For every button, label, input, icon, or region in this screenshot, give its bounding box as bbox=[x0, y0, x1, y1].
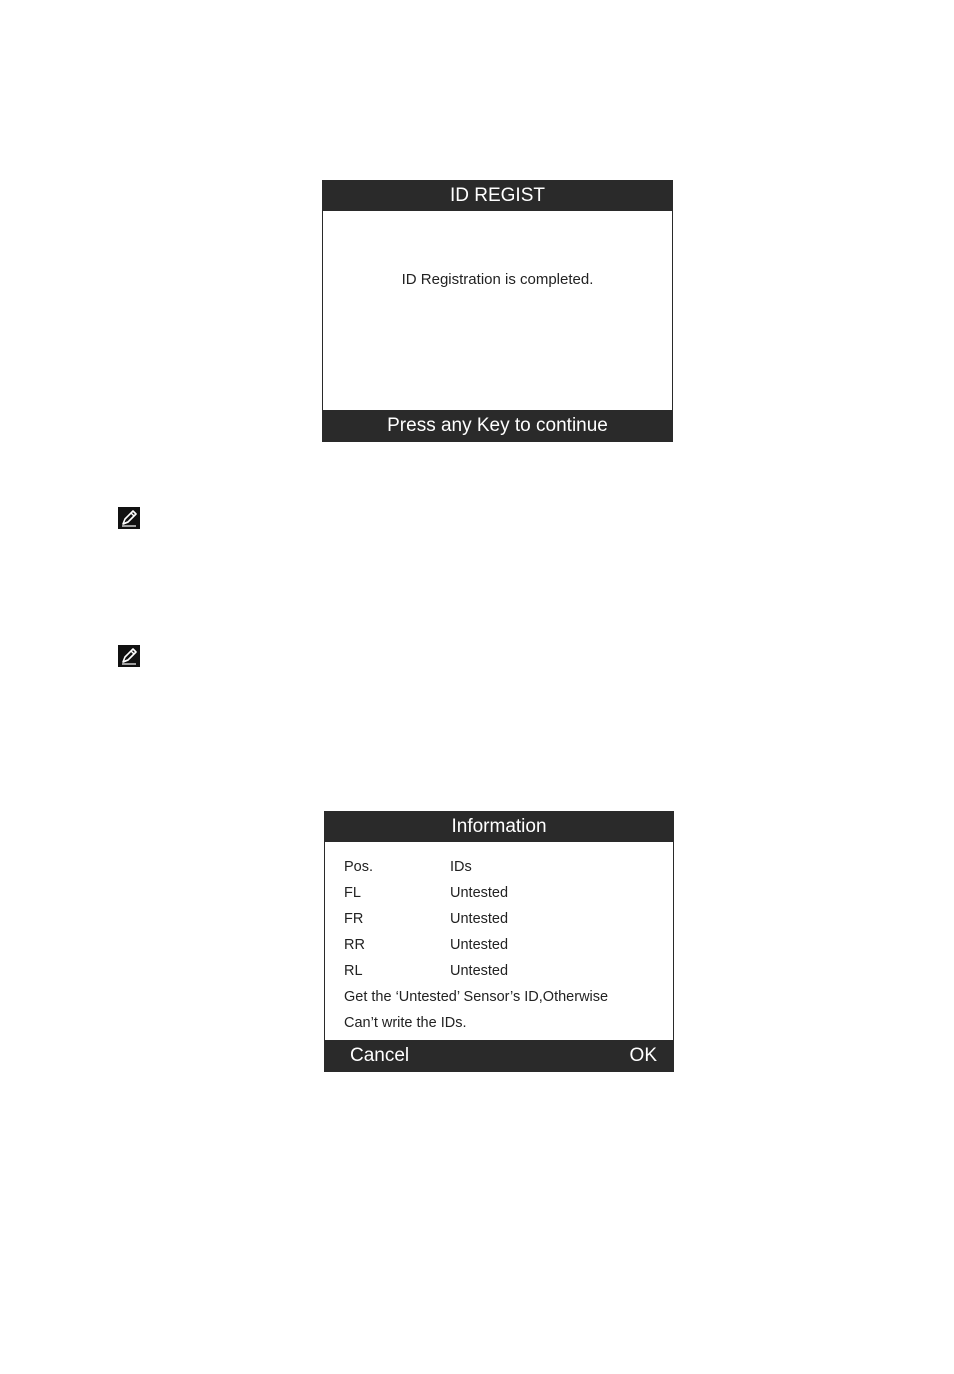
list-item bbox=[344, 882, 663, 908]
pos-column-header: Pos. bbox=[344, 859, 374, 875]
continue-prompt[interactable]: Press any Key to continue bbox=[323, 410, 672, 441]
cancel-button[interactable]: Cancel bbox=[350, 1045, 410, 1066]
information-screen bbox=[324, 811, 674, 1072]
note-pencil-icon bbox=[118, 507, 140, 529]
completion-message: ID Registration is completed. bbox=[401, 271, 594, 288]
list-item bbox=[344, 960, 663, 986]
softkey-bar bbox=[325, 1040, 673, 1071]
screen-title: Information bbox=[325, 812, 673, 842]
sensor-status: Untested bbox=[450, 911, 509, 927]
ids-column-header: IDs bbox=[450, 859, 472, 875]
list-item bbox=[344, 908, 663, 934]
warning-message-line2: Can’t write the IDs. bbox=[344, 1015, 467, 1031]
position-label: RR bbox=[344, 937, 365, 953]
position-label: RL bbox=[344, 963, 363, 979]
warning-message-line1: Get the ‘Untested’ Sensor’s ID,Otherwise bbox=[344, 989, 609, 1005]
sensor-status: Untested bbox=[450, 937, 509, 953]
id-regist-screen bbox=[322, 180, 673, 442]
screen-title: ID REGIST bbox=[323, 181, 672, 211]
list-header-row bbox=[344, 856, 663, 882]
list-item bbox=[344, 934, 663, 960]
sensor-status: Untested bbox=[450, 885, 509, 901]
sensor-id-list bbox=[344, 856, 663, 1038]
position-label: FL bbox=[344, 885, 361, 901]
sensor-status: Untested bbox=[450, 963, 509, 979]
ok-button[interactable]: OK bbox=[629, 1045, 657, 1066]
note-pencil-icon bbox=[118, 645, 140, 667]
position-label: FR bbox=[344, 911, 364, 927]
